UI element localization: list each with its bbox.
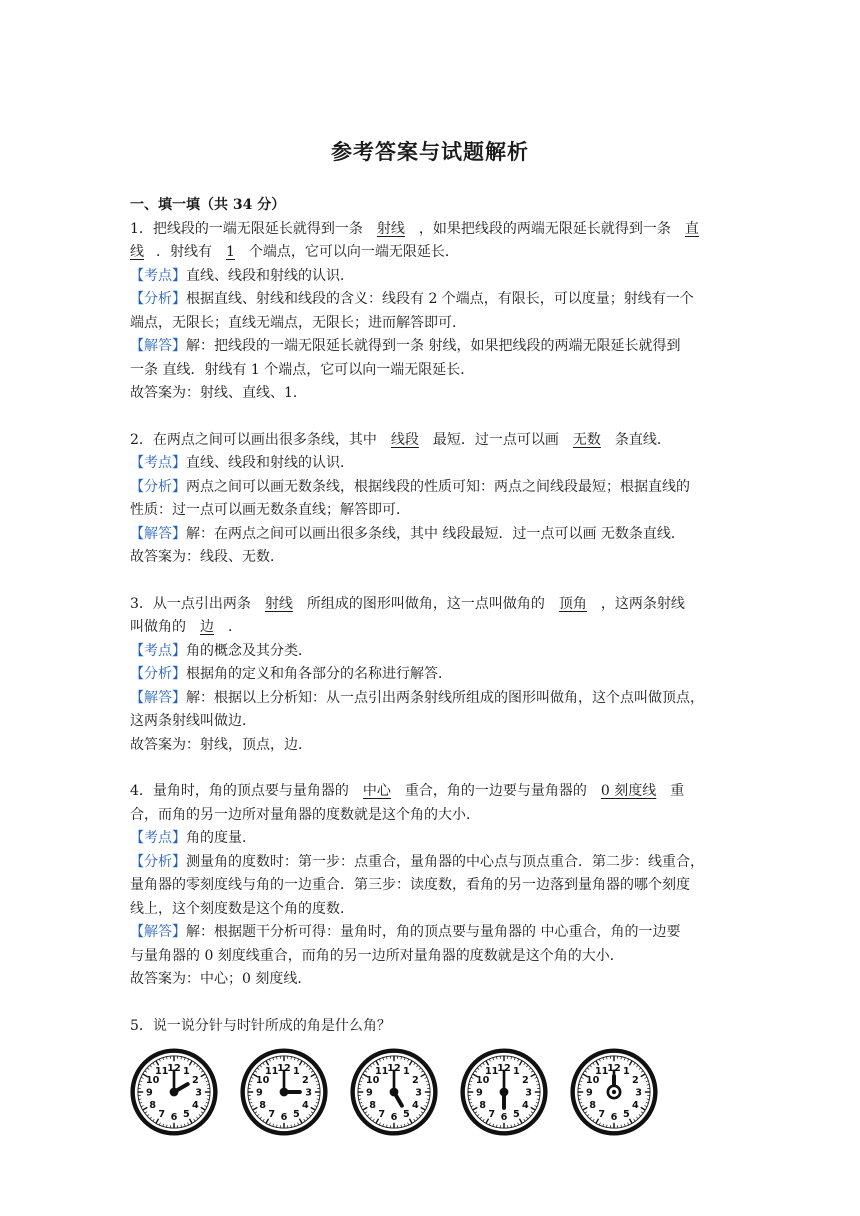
kaodian-tag: 【考点】	[130, 267, 186, 284]
q4-text-c: 重合，角的一边要与量角器的	[404, 783, 587, 799]
q4-line-1	[130, 780, 730, 804]
clock-number: 8	[259, 1099, 267, 1111]
clock-number: 12	[607, 1062, 621, 1074]
clock-number: 12	[387, 1062, 401, 1074]
clock-number: 5	[292, 1108, 300, 1120]
q1-blank-3: 1	[226, 244, 235, 260]
q3-text-d: ，这两条射线	[600, 595, 685, 612]
q4-jieda	[130, 921, 730, 945]
kaodian-tag: 【考点】	[130, 455, 186, 471]
clock-number: 3	[195, 1087, 203, 1099]
jieda-tag: 【解答】	[130, 689, 186, 706]
clock-number: 4	[301, 1099, 309, 1111]
q1-jieda-2: 一条 直线．射线有 1 个端点，它可以向一端无限延长．	[130, 361, 475, 378]
q4-text-d: 重	[670, 783, 685, 799]
q3-kaodian	[130, 640, 730, 664]
clock-number: 6	[500, 1112, 508, 1124]
q3-blank-3: 边	[200, 619, 214, 635]
q1-kaodian	[130, 265, 730, 289]
clock-row	[130, 1048, 730, 1136]
document-body	[130, 194, 730, 1136]
clock-2	[240, 1048, 328, 1136]
clock-1	[130, 1048, 218, 1136]
clock-number: 6	[610, 1112, 618, 1124]
q2-text-a: 2．在两点之间可以画出很多条线，其中	[130, 431, 377, 448]
q1-line-1	[130, 218, 730, 242]
fenxi-tag: 【分析】	[130, 666, 186, 682]
clock-number: 1	[292, 1066, 300, 1078]
clock-number: 8	[369, 1099, 377, 1111]
q1-line-2	[130, 241, 730, 265]
q2-fenxi-text-1: 两点之间可以画无数条线，根据线段的性质可知：两点之间线段最短；根据直线的	[186, 478, 690, 495]
q2-kaodian	[130, 452, 730, 476]
q2-blank-1: 线段	[390, 431, 419, 448]
clock-number: 7	[488, 1108, 496, 1120]
clock-center	[391, 1089, 397, 1095]
clock-number: 8	[589, 1099, 597, 1111]
q4-answer: 故答案为：中心；0 刻度线．	[130, 971, 312, 987]
clock-number: 2	[521, 1075, 529, 1087]
clock-number: 2	[631, 1075, 639, 1087]
q1-text-c: ，如果把线段的两端无限延长就得到一条	[418, 220, 671, 237]
q4-fenxi	[130, 851, 730, 875]
clock-number: 6	[170, 1112, 178, 1124]
q1-kaodian-text: 直线、线段和射线的认识．	[186, 267, 354, 284]
q4-line-2: 合，而角的另一边所对量角器的度数就是这个角的大小．	[130, 806, 480, 823]
clock-number: 2	[301, 1075, 309, 1087]
q2-fenxi-2: 性质：过一点可以画无数条直线；解答即可．	[130, 502, 410, 518]
q3-answer: 故答案为：射线，顶点，边．	[130, 736, 312, 753]
q4-fenxi-text-1: 测量角的度数时：第一步：点重合，量角器的中心点与顶点重合．第二步：线重合，	[186, 853, 704, 870]
clock-number: 2	[411, 1075, 419, 1087]
q1-blank-2b: 线	[130, 244, 144, 260]
clock-number: 5	[512, 1108, 520, 1120]
q3-fenxi	[130, 663, 730, 687]
clock-number: 1	[182, 1066, 190, 1078]
q2-text-c: 最短．过一点可以画	[432, 431, 559, 448]
clock-center-dot	[612, 1090, 616, 1094]
q3-blank-1: 射线	[264, 595, 293, 612]
q3-fenxi-text-1: 根据角的定义和角各部分的名称进行解答．	[186, 666, 452, 682]
kaodian-tag: 【考点】	[130, 642, 186, 659]
q3-line-2	[130, 616, 730, 640]
jieda-tag: 【解答】	[130, 338, 186, 354]
q1-answer: 故答案为：射线、直线、1．	[130, 385, 307, 401]
q2-line-1	[130, 429, 730, 453]
fenxi-tag: 【分析】	[130, 478, 186, 495]
clock-number: 4	[631, 1099, 639, 1111]
q2-jieda-text-1: 解：在两点之间可以画出很多条线，其中 线段最短．过一点可以画 无数条直线．	[186, 525, 685, 542]
clock-5	[570, 1048, 658, 1136]
clock-number: 11	[374, 1066, 389, 1078]
clock-number: 11	[264, 1066, 279, 1078]
q4-text-a: 4．量角时，角的顶点要与量角器的	[130, 783, 349, 799]
clock-number: 3	[635, 1087, 643, 1099]
clock-number: 9	[365, 1087, 373, 1099]
clock-number: 1	[512, 1066, 520, 1078]
q3-jieda	[130, 687, 730, 711]
q2-blank-2: 无数	[572, 431, 601, 448]
section-title: 一、填一填（共 34 分）	[130, 197, 286, 213]
clock-number: 3	[525, 1087, 533, 1099]
q5-text: 5．说一说分针与时针所成的角是什么角？	[130, 1017, 391, 1034]
clock-number: 7	[378, 1108, 386, 1120]
q3-kaodian-text: 角的概念及其分类．	[186, 642, 312, 659]
q3-jieda-text-1: 解：根据以上分析知：从一点引出两条射线所组成的图形叫做角，这个点叫做顶点，	[186, 689, 704, 706]
q2-fenxi	[130, 476, 730, 500]
q1-fenxi-2: 端点，无限长；直线无端点，无限长；进而解答即可．	[130, 314, 466, 331]
q3-text-c: 所组成的图形叫做角，这一点叫做角的	[306, 595, 545, 612]
q1-text-a: 1．把线段的一端无限延长就得到一条	[130, 220, 363, 237]
jieda-tag: 【解答】	[130, 525, 186, 542]
q3-text-e: 叫做角的	[130, 619, 186, 635]
q1-jieda	[130, 335, 730, 359]
clock-number: 1	[402, 1066, 410, 1078]
q4-jieda-2: 与量角器的 0 刻度线重合，而角的另一边所对量角器的度数就是这个角的大小．	[130, 947, 624, 964]
q4-fenxi-3: 线上，这个刻度数是这个角的度数．	[130, 900, 354, 917]
q1-text-e: 个端点，它可以向一端无限延长．	[248, 244, 459, 260]
q3-text-a: 3．从一点引出两条	[130, 595, 251, 612]
clock-number: 9	[145, 1087, 153, 1099]
q2-jieda	[130, 523, 730, 547]
clock-number: 3	[305, 1087, 313, 1099]
fenxi-tag: 【分析】	[130, 291, 186, 307]
clock-number: 12	[497, 1062, 511, 1074]
clock-center	[281, 1089, 287, 1095]
q2-answer: 故答案为：线段、无数．	[130, 549, 284, 565]
q4-kaodian	[130, 827, 730, 851]
clock-number: 9	[475, 1087, 483, 1099]
q1-fenxi-text-1: 根据直线、射线和线段的含义：线段有 2 个端点，有限长，可以度量；射线有一个	[186, 291, 694, 307]
q4-blank-1: 中心	[362, 783, 391, 799]
page-title: 参考答案与试题解析	[331, 139, 529, 164]
clock-number: 7	[268, 1108, 276, 1120]
clock-number: 7	[158, 1108, 166, 1120]
clock-number: 11	[154, 1066, 169, 1078]
q4-kaodian-text: 角的度量．	[186, 830, 256, 846]
clock-number: 9	[585, 1087, 593, 1099]
clock-3	[350, 1048, 438, 1136]
jieda-tag: 【解答】	[130, 924, 186, 940]
clock-number: 8	[479, 1099, 487, 1111]
clock-number: 2	[191, 1075, 199, 1087]
clock-number: 5	[402, 1108, 410, 1120]
clock-number: 3	[415, 1087, 423, 1099]
fenxi-tag: 【分析】	[130, 853, 186, 870]
clock-number: 12	[167, 1062, 181, 1074]
q4-jieda-text-1: 解：根据题干分析可得：量角时，角的顶点要与量角器的 中心重合，角的一边要	[186, 924, 681, 940]
q1-blank-2a: 直	[684, 220, 699, 237]
clock-number: 9	[255, 1087, 263, 1099]
q2-kaodian-text: 直线、线段和射线的认识．	[186, 455, 354, 471]
clock-center	[171, 1089, 177, 1095]
clock-number: 10	[255, 1075, 270, 1087]
q4-blank-2: 0 刻度线	[600, 783, 657, 799]
q1-blank-1: 射线	[376, 220, 405, 237]
q3-blank-2: 顶角	[558, 595, 587, 612]
q4-fenxi-2: 量角器的零刻度线与角的一边重合．第三步：读度数，看角的另一边落到量角器的哪个刻度	[130, 877, 690, 893]
q3-jieda-2: 这两条射线叫做边．	[130, 713, 256, 729]
clock-number: 4	[411, 1099, 419, 1111]
clock-number: 11	[594, 1066, 609, 1078]
clock-number: 6	[390, 1112, 398, 1124]
kaodian-tag: 【考点】	[130, 830, 186, 846]
q1-text-d: ．射线有	[156, 244, 212, 260]
clock-number: 10	[475, 1075, 490, 1087]
clock-number: 5	[622, 1108, 630, 1120]
q3-text-f: ．	[228, 619, 242, 635]
clock-number: 12	[277, 1062, 291, 1074]
clock-number: 6	[280, 1112, 288, 1124]
q1-jieda-text-1: 解：把线段的一端无限延长就得到一条 射线，如果把线段的两端无限延长就得到	[186, 338, 681, 354]
clock-number: 4	[191, 1099, 199, 1111]
clock-number: 4	[521, 1099, 529, 1111]
clock-number: 10	[365, 1075, 380, 1087]
clock-center	[501, 1089, 507, 1095]
clock-number: 10	[145, 1075, 160, 1087]
clock-number: 8	[149, 1099, 157, 1111]
q2-text-d: 条直线．	[614, 431, 671, 448]
clock-number: 1	[622, 1066, 630, 1078]
clock-number: 10	[585, 1075, 600, 1087]
clock-4	[460, 1048, 548, 1136]
clock-number: 5	[182, 1108, 190, 1120]
clock-number: 7	[598, 1108, 606, 1120]
clock-number: 11	[484, 1066, 499, 1078]
q3-line-1	[130, 593, 730, 617]
q1-fenxi	[130, 288, 730, 312]
